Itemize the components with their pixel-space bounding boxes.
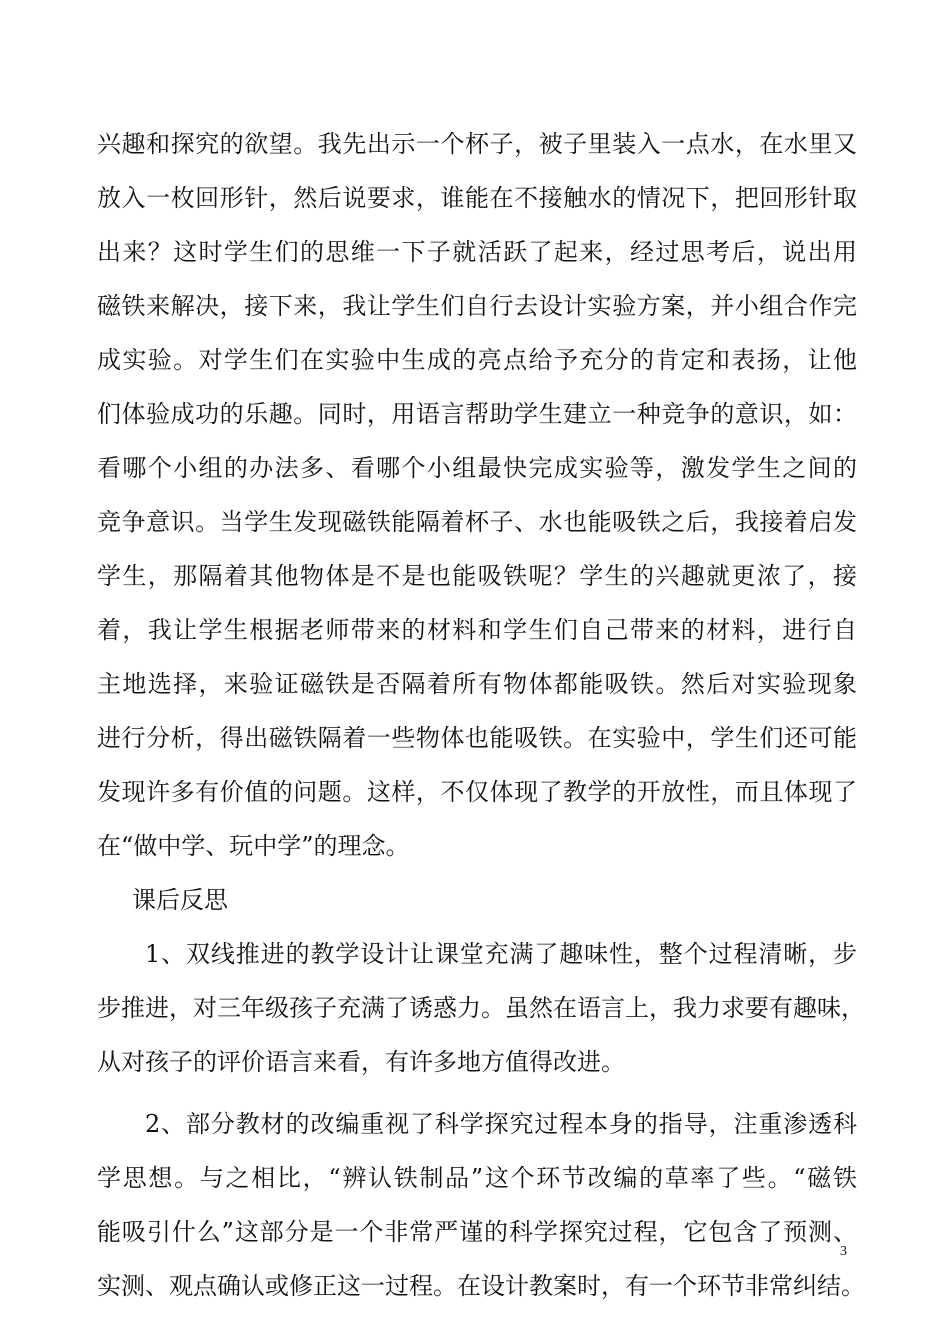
text-line: 步推进，对三年级孩子充满了诱惑力。虽然在语言上，我力求要有趣味， xyxy=(97,994,865,1022)
text-line: 发现许多有价值的问题。这样，不仅体现了教学的开放性，而且体现了 xyxy=(97,778,857,806)
text-line: 学生，那隔着其他物体是不是也能吸铁呢？学生的兴趣就更浓了，接 xyxy=(97,562,857,590)
text-line: 磁铁来解决，接下来，我让学生们自行去设计实验方案，并小组合作完 xyxy=(97,292,857,320)
text-line: 成实验。对学生们在实验中生成的亮点给予充分的肯定和表扬，让他 xyxy=(97,346,857,374)
text-line: 兴趣和探究的欲望。我先出示一个杯子，被子里装入一点水，在水里又 xyxy=(97,130,857,158)
text-line: 主地选择，来验证磁铁是否隔着所有物体都能吸铁。然后对实验现象 xyxy=(97,670,857,698)
text-line: 们体验成功的乐趣。同时，用语言帮助学生建立一种竞争的意识，如： xyxy=(97,400,857,428)
text-line: 从对孩子的评价语言来看，有许多地方值得改进。 xyxy=(97,1048,625,1076)
text-line: 学思想。与之相比，“辨认铁制品”这个环节改编的草率了些。“磁铁 xyxy=(97,1164,857,1192)
text-line: 实测、观点确认或修正这一过程。在设计教案时，有一个环节非常纠结。 xyxy=(97,1272,865,1300)
text-line: 出来？这时学生们的思维一下子就活跃了起来，经过思考后，说出用 xyxy=(97,238,857,266)
text-line: 竞争意识。当学生发现磁铁能隔着杯子、水也能吸铁之后，我接着启发 xyxy=(97,508,857,536)
text-line: 在“做中学、玩中学”的理念。 xyxy=(97,832,410,860)
text-line: 放入一枚回形针，然后说要求，谁能在不接触水的情况下，把回形针取 xyxy=(97,184,857,212)
text-line: 1、双线推进的教学设计让课堂充满了趣味性，整个过程清晰，步 xyxy=(145,940,857,968)
text-line: 能吸引什么”这部分是一个非常严谨的科学探究过程，它包含了预测、 xyxy=(97,1218,857,1246)
section-heading: 课后反思 xyxy=(132,886,228,914)
text-line: 进行分析，得出磁铁隔着一些物体也能吸铁。在实验中，学生们还可能 xyxy=(97,724,857,752)
text-line: 看哪个小组的办法多、看哪个小组最快完成实验等，激发学生之间的 xyxy=(97,454,857,482)
page-number: 3 xyxy=(840,1244,847,1259)
text-line: 2、部分教材的改编重视了科学探究过程本身的指导，注重渗透科 xyxy=(145,1110,857,1138)
text-line: 着，我让学生根据老师带来的材料和学生们自己带来的材料，进行自 xyxy=(97,616,857,644)
